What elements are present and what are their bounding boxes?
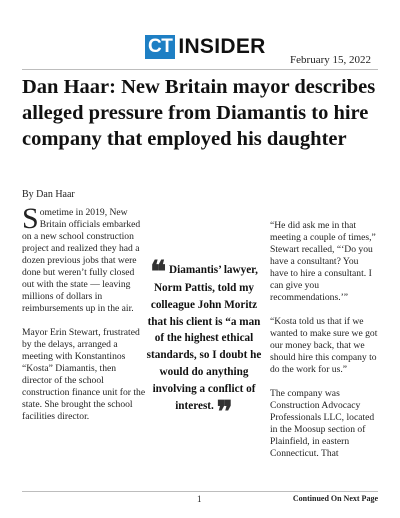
article-column-1: [22, 202, 146, 435]
pull-quote: [144, 255, 264, 430]
open-quote-icon: ❝: [150, 255, 167, 290]
pull-quote-text: Diamantis’ lawyer, Norm Pattis, told my colleague John Moritz that his client is “a man of the highest ethical standards, so I doubt he would do anything involving a conflict of interest.: [146, 264, 262, 412]
drop-cap: S: [22, 202, 39, 235]
logo-wordmark: INSIDER: [178, 35, 266, 58]
paragraph: “Kosta told us that if we wanted to make sure we got our money back, that we should hire this company to do the work for us.”: [270, 316, 378, 375]
logo-badge: CT: [145, 35, 175, 59]
header-divider: [22, 69, 378, 70]
paragraph: The company was Construction Advocacy Professionals LLC, located in the Moosup section of Plainfield, in eastern Connecticut. That: [270, 388, 375, 459]
paragraph: “He did ask me in that meeting a couple of times,” Stewart recalled, “‘Do you have a consultant? You have to hire a consultant. I can give you recommendations.’”: [270, 220, 376, 303]
continued-link[interactable]: Continued On Next Page: [292, 494, 378, 503]
paragraph: Mayor Erin Stewart, frustrated by the delays, arranged a meeting with Konstantinos “Kosta” Diamantis, then director of the school construction finance unit for the state. She brought the school facilities director.: [22, 327, 146, 422]
close-quote-icon: ❞: [216, 394, 233, 430]
paragraph: [22, 202, 146, 315]
byline: By Dan Haar: [22, 189, 75, 200]
publication-date: February 15, 2022: [290, 54, 371, 66]
article-headline: Dan Haar: New Britain mayor describes alleged pressure from Diamantis to hire company that employed his daughter: [22, 76, 376, 150]
ct-insider-logo[interactable]: [145, 34, 266, 60]
article-column-3: [270, 220, 378, 472]
paragraph-text: ometime in 2019, New Britain officials embarked on a new school construction project and realized they had a dozen previous jobs that were done but weren’t fully closed out with the state — leaving millions of dollars in reimbursements up in the air.: [22, 207, 141, 314]
page-number: 1: [197, 494, 202, 504]
footer-divider: [22, 491, 378, 492]
